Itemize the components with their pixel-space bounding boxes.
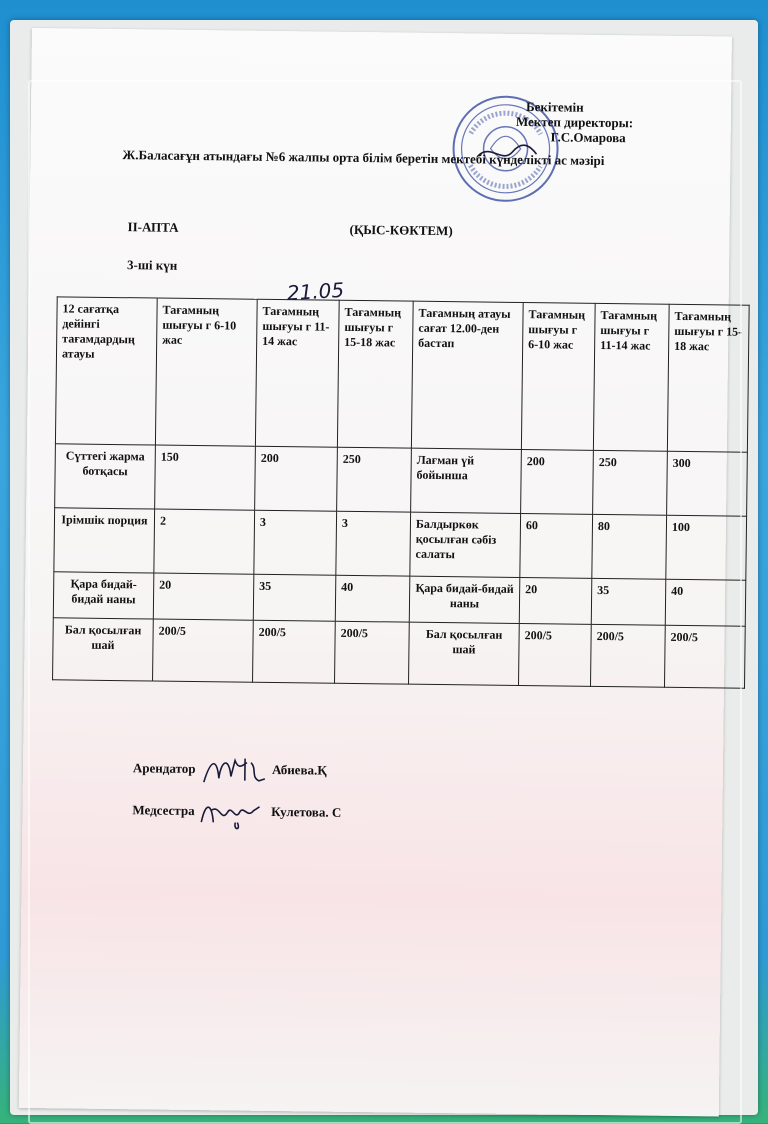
portion-cell: 200/5	[253, 620, 336, 683]
nurse-name: Кулетова. С	[271, 803, 342, 820]
portion-cell: 200/5	[153, 619, 254, 682]
table-row	[53, 618, 746, 688]
plastic-folder	[10, 20, 758, 1115]
handwritten-date: 21.05	[286, 277, 345, 306]
tenant-label: Арендатор	[132, 760, 196, 777]
tenant-name: Абиева.Қ	[271, 761, 327, 778]
portion-cell: 20	[153, 573, 254, 620]
portion-cell: 35	[253, 574, 336, 621]
tenant-signature	[199, 750, 269, 791]
dish-name-cell: Лағман үй бойынша	[411, 448, 522, 513]
portion-cell: 35	[591, 578, 666, 625]
portion-cell: 200	[255, 446, 338, 511]
portion-cell: 250	[337, 447, 412, 512]
portion-cell: 2	[154, 509, 255, 574]
day-label: 3-ші күн	[127, 257, 178, 273]
dish-name-cell: Қара бидай-бидай наны	[409, 576, 520, 623]
approval-line-3: Г.С.Омарова	[550, 129, 626, 146]
week-label: II-АПТА	[127, 219, 179, 235]
dish-name-cell: Бал қосылған шай	[409, 622, 520, 685]
approval-line-2: Мектеп директоры:	[515, 113, 634, 131]
header-cell: Тағамның шығуы г 15-18 жас	[667, 304, 749, 452]
dish-name-cell: Қара бидай-бидай наны	[53, 572, 154, 619]
header-cell: 12 сағатқа дейінгі тағамдардың атауы	[55, 297, 157, 445]
header-cell: Тағамның атауы сағат 12.00-ден бастап	[411, 301, 523, 449]
portion-cell: 150	[155, 445, 256, 510]
nurse-signature	[198, 792, 268, 833]
table-header-row	[55, 297, 749, 452]
portion-cell: 250	[593, 450, 668, 515]
portion-cell: 200/5	[590, 624, 665, 687]
header-cell: Тағамның шығуы г 11-14 жас	[255, 299, 339, 447]
header-cell: Тағамның шығуы г 11-14 жас	[593, 303, 669, 451]
menu-document	[19, 28, 743, 1116]
document-title: Ж.Баласағұн атындағы №6 жалпы орта білім беретін мектебі күнделікті ас мәзірі	[122, 147, 605, 169]
dish-name-cell: Сүттегі жарма ботқасы	[55, 444, 156, 509]
portion-cell: 20	[519, 578, 592, 625]
table-row	[55, 444, 748, 516]
dish-name-cell: Ірімшік порция	[54, 508, 155, 573]
header-cell: Тағамның шығуы г 6-10 жас	[155, 298, 257, 446]
portion-cell: 100	[666, 515, 747, 580]
portion-cell: 3	[336, 511, 411, 576]
portion-cell: 200/5	[664, 625, 745, 688]
nurse-label: Медсестра	[132, 802, 195, 819]
dish-name-cell: Балдыркөк қосылған сәбіз салаты	[410, 512, 521, 577]
portion-cell: 60	[520, 514, 593, 579]
portion-cell: 40	[665, 579, 746, 626]
portion-cell: 200	[521, 450, 594, 515]
tenant-signature-row	[133, 749, 327, 791]
season-label: (ҚЫС-КӨКТЕМ)	[349, 221, 453, 239]
portion-cell: 3	[254, 510, 337, 575]
table-row	[54, 508, 747, 580]
portion-cell: 300	[667, 451, 748, 516]
portion-cell: 40	[335, 575, 410, 622]
header-cell: Тағамның шығуы г 15-18 жас	[337, 300, 413, 448]
menu-table	[52, 296, 750, 688]
portion-cell: 80	[592, 514, 667, 579]
portion-cell: 200/5	[519, 623, 592, 686]
nurse-signature-row	[132, 791, 341, 834]
portion-cell: 200/5	[335, 621, 410, 684]
approval-line-1: Бекітемін	[525, 99, 584, 115]
approval-block	[516, 99, 634, 145]
dish-name-cell: Бал қосылған шай	[53, 618, 154, 681]
header-cell: Тағамның шығуы г 6-10 жас	[521, 303, 595, 451]
